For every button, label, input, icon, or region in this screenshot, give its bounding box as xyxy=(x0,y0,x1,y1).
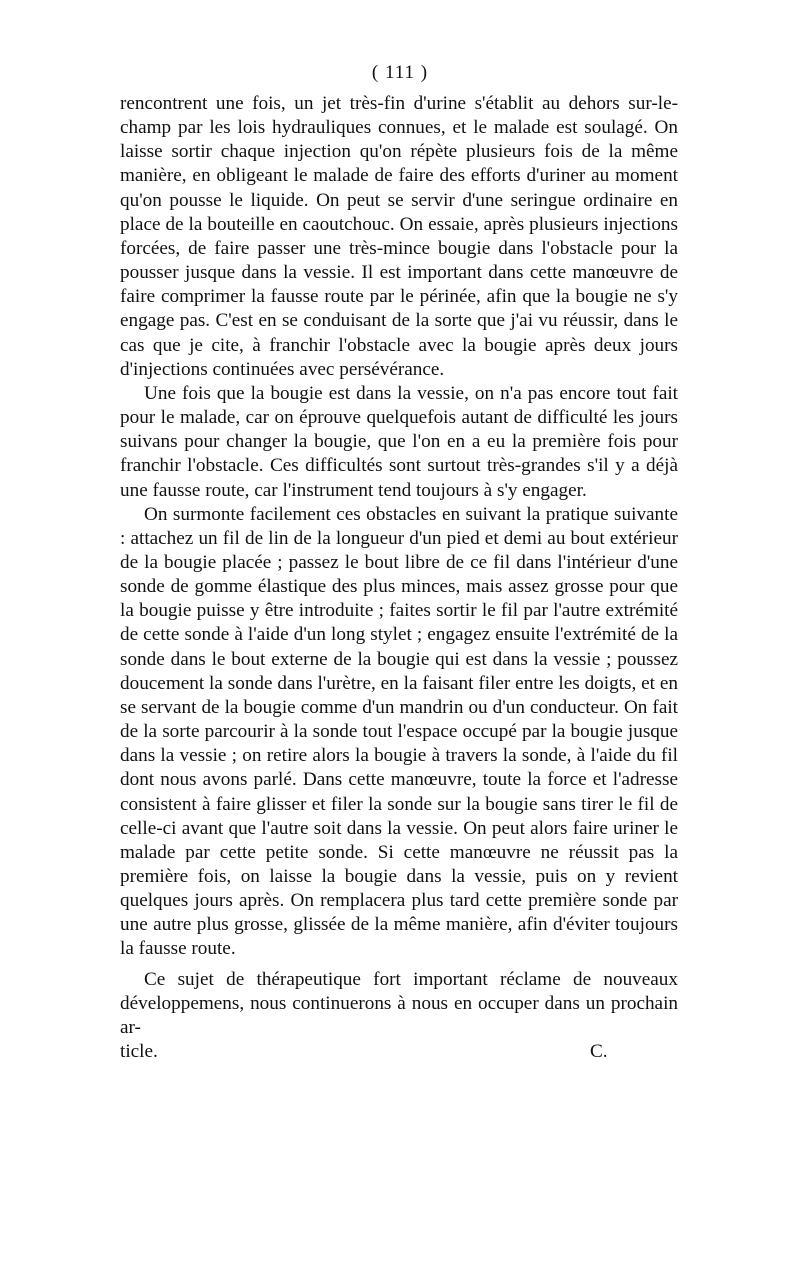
paragraph-3: On surmonte facilement ces obstacles en suivant la pratique suivante : attachez un fil de lin de la longueur d'un pied et demi au bout extérieur de la bougie placée ; passez le bout libre de ce fil dans l'intérieur d'une sonde de gomme élastique des plus minces, mais assez grosse pour que la bougie puisse y être introduite ; faites sortir le fil par l'autre extrémité de cette sonde à l'aide d'un long stylet ; engagez ensuite l'extrémité de la sonde dans le bout externe de la bougie qui est dans la vessie ; poussez doucement la sonde dans l'urètre, en la faisant filer entre les doigts, et en se servant de la bougie comme d'un mandrin ou d'un conducteur. On fait de la sorte parcourir à la sonde tout l'espace occupé par la bougie jusque dans la vessie ; on retire alors la bougie à travers la sonde, à l'aide du fil dont nous avons parlé. Dans cette manœuvre, toute la force et l'adresse consistent à faire glisser et filer la sonde sur la bougie sans tirer le fil de celle-ci avant que l'autre soit dans la vessie. On peut alors faire uriner le malade par cette petite sonde. Si cette manœuvre ne réussit pas la première fois, on laisse la bougie dans la vessie, puis on y revient quelques jours après. On remplacera plus tard cette première sonde par une autre plus grosse, glissée de la même manière, afin d'éviter toujours la fausse route. xyxy=(120,503,678,960)
paragraph-2: Une fois que la bougie est dans la vessie, on n'a pas encore tout fait pour le malade, car on éprouve quelquefois autant de difficulté les jours suivans pour changer la bougie, que l'on en a eu la première fois pour franchir l'obstacle. Ces difficultés sont surtout très-grandes s'il y a déjà une fausse route, car l'instrument tend toujours à s'y engager. xyxy=(120,382,678,501)
article-body xyxy=(120,92,678,1040)
closing-word: ticle. xyxy=(120,1041,158,1062)
paragraph-4: Ce sujet de thérapeutique fort important réclame de nouveaux développemens, nous continuerons à nous en occuper dans un prochain ar- xyxy=(120,968,678,1038)
author-signature: C. xyxy=(590,1041,608,1062)
page-number: ( 111 ) xyxy=(371,62,429,83)
paragraph-1: rencontrent une fois, un jet très-fin d'urine s'établit au dehors sur-le-champ par les lois hydrauliques connues, et le malade est soulagé. On laisse sortir chaque injection qu'on répète plusieurs fois de la même manière, en obligeant le malade de faire des efforts d'uriner au moment qu'on pousse le liquide. On peut se servir d'une seringue ordinaire en place de la bouteille en caoutchouc. On essaie, après plusieurs injections forcées, de faire passer une très-mince bougie dans l'obstacle pour la pousser jusque dans la vessie. Il est important dans cette manœuvre de faire comprimer la fausse route par le périnée, afin que la bougie ne s'y engage pas. C'est en se conduisant de la sorte que j'ai vu réussir, dans le cas que je cite, à franchir l'obstacle avec la bougie après deux jours d'injections continuées avec persévérance. xyxy=(120,93,678,380)
